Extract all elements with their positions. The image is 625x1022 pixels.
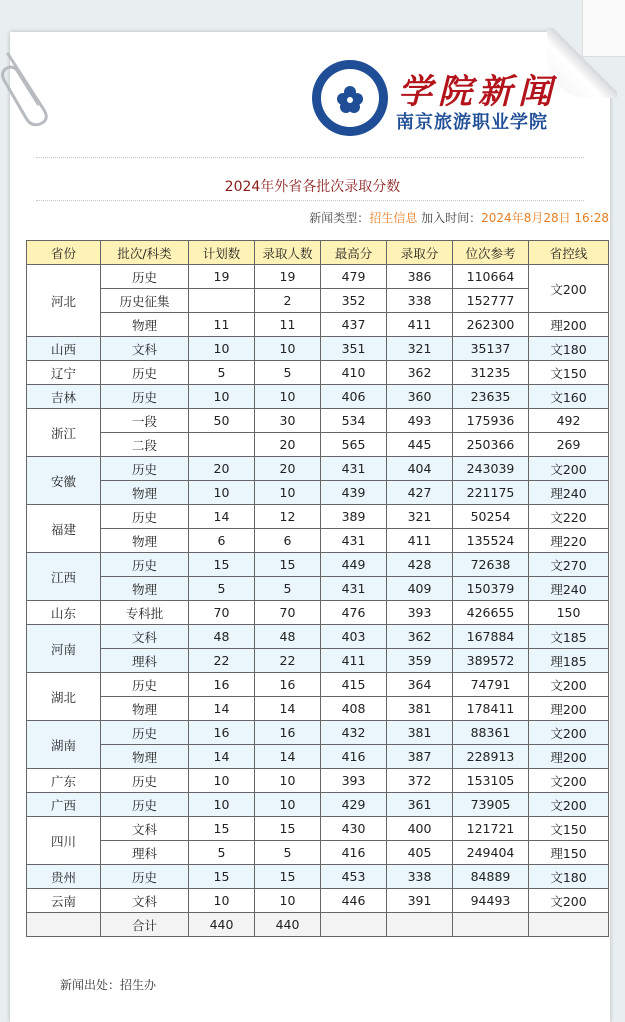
table-cell: 理科 [101,841,189,865]
table-cell: 405 [387,841,453,865]
table-cell: 74791 [453,673,529,697]
table-cell: 理240 [529,481,609,505]
table-cell: 479 [321,265,387,289]
table-cell: 48 [255,625,321,649]
table-cell: 404 [387,457,453,481]
college-seal-icon [312,60,388,136]
table-cell: 22 [189,649,255,673]
province-cell: 四川 [27,817,101,865]
table-cell: 14 [189,745,255,769]
table-cell: 135524 [453,529,529,553]
table-cell: 文科 [101,817,189,841]
table-cell: 历史 [101,769,189,793]
table-cell: 文150 [529,817,609,841]
table-cell: 10 [255,385,321,409]
table-cell: 381 [387,697,453,721]
table-cell: 386 [387,265,453,289]
table-cell: 410 [321,361,387,385]
table-cell: 409 [387,577,453,601]
table-cell: 167884 [453,625,529,649]
table-cell: 23635 [453,385,529,409]
table-cell: 391 [387,889,453,913]
table-cell: 403 [321,625,387,649]
header-cell: 计划数 [189,241,255,265]
table-cell: 73905 [453,793,529,817]
table-cell: 437 [321,313,387,337]
table-cell: 物理 [101,313,189,337]
table-cell: 16 [255,721,321,745]
table-cell: 426655 [453,601,529,625]
table-cell: 14 [189,697,255,721]
table-cell: 文150 [529,361,609,385]
table-cell [453,913,529,937]
table-cell: 物理 [101,745,189,769]
table-cell: 10 [189,481,255,505]
table-cell: 321 [387,337,453,361]
table-cell: 249404 [453,841,529,865]
province-cell: 贵州 [27,865,101,889]
table-cell: 429 [321,793,387,817]
meta-time-value: 2024年8月28日 16:28 [481,211,609,225]
province-cell: 浙江 [27,409,101,457]
table-cell: 411 [321,649,387,673]
table-cell: 物理 [101,481,189,505]
table-cell: 历史 [101,553,189,577]
table-cell: 文270 [529,553,609,577]
table-cell: 19 [255,265,321,289]
province-cell: 河南 [27,625,101,673]
table-header-row [27,241,609,265]
total-admitted: 440 [255,913,321,937]
college-logo [312,60,572,140]
table-row [27,769,609,793]
table-row [27,721,609,745]
table-cell: 14 [255,697,321,721]
table-cell: 321 [387,505,453,529]
table-cell [27,913,101,937]
table-row [27,673,609,697]
table-cell: 历史 [101,793,189,817]
table-cell: 427 [387,481,453,505]
table-row [27,457,609,481]
table-cell: 10 [255,769,321,793]
table-cell: 387 [387,745,453,769]
province-cell: 广东 [27,769,101,793]
table-cell: 16 [255,673,321,697]
header-cell: 录取人数 [255,241,321,265]
table-cell: 文200 [529,793,609,817]
table-cell: 理150 [529,841,609,865]
table-cell: 理200 [529,745,609,769]
table-cell: 50254 [453,505,529,529]
province-cell: 湖北 [27,673,101,721]
table-cell: 文200 [529,673,609,697]
province-cell: 湖南 [27,721,101,769]
table-cell: 12 [255,505,321,529]
table-cell: 文科 [101,889,189,913]
meta-type-label: 新闻类型： [309,211,370,225]
province-cell: 福建 [27,505,101,553]
table-row [27,481,609,505]
table-cell: 10 [189,793,255,817]
table-cell: 10 [189,889,255,913]
table-cell: 历史 [101,721,189,745]
table-cell: 历史 [101,457,189,481]
province-cell: 河北 [27,265,101,337]
table-cell: 372 [387,769,453,793]
table-row [27,337,609,361]
table-cell: 430 [321,817,387,841]
table-cell: 10 [255,889,321,913]
table-cell: 110664 [453,265,529,289]
table-cell: 31235 [453,361,529,385]
table-row [27,697,609,721]
table-cell: 406 [321,385,387,409]
header-cell: 省控线 [529,241,609,265]
table-cell: 416 [321,841,387,865]
meta-time-label: 加入时间： [417,211,482,225]
table-cell: 5 [189,361,255,385]
table-cell: 439 [321,481,387,505]
table-cell: 14 [189,505,255,529]
table-cell: 359 [387,649,453,673]
admission-score-table [26,240,609,937]
table-cell: 10 [255,337,321,361]
table-cell: 338 [387,865,453,889]
table-cell: 30 [255,409,321,433]
table-cell: 360 [387,385,453,409]
table-cell: 493 [387,409,453,433]
table-cell: 理200 [529,313,609,337]
table-row [27,601,609,625]
table-cell: 228913 [453,745,529,769]
table-cell: 文200 [529,265,609,313]
table-cell: 72638 [453,553,529,577]
table-cell: 476 [321,601,387,625]
table-cell: 理185 [529,649,609,673]
table-cell: 专科批 [101,601,189,625]
table-cell: 历史征集 [101,289,189,313]
table-cell: 理240 [529,577,609,601]
table-cell: 408 [321,697,387,721]
table-row [27,385,609,409]
table-cell: 428 [387,553,453,577]
table-cell: 物理 [101,529,189,553]
table-cell: 431 [321,457,387,481]
table-cell [189,289,255,313]
table-cell: 338 [387,289,453,313]
table-cell: 269 [529,433,609,457]
table-cell: 175936 [453,409,529,433]
table-cell: 431 [321,529,387,553]
table-row [27,409,609,433]
table-cell: 11 [255,313,321,337]
table-cell: 35137 [453,337,529,361]
table-row [27,649,609,673]
paperclip-icon [0,40,60,130]
table-row [27,529,609,553]
table-cell: 534 [321,409,387,433]
province-cell: 江西 [27,553,101,601]
table-cell: 449 [321,553,387,577]
table-cell: 84889 [453,865,529,889]
table-cell: 文180 [529,337,609,361]
header-cell: 批次/科类 [101,241,189,265]
corner-sheet [582,0,625,57]
table-cell: 历史 [101,673,189,697]
table-cell: 5 [189,577,255,601]
table-cell: 10 [255,793,321,817]
table-row [27,289,609,313]
table-row [27,505,609,529]
table-cell: 121721 [453,817,529,841]
header-cell: 最高分 [321,241,387,265]
table-cell: 389572 [453,649,529,673]
table-row [27,313,609,337]
table-cell: 文200 [529,889,609,913]
province-cell: 山西 [27,337,101,361]
table-cell: 10 [189,385,255,409]
table-cell: 历史 [101,265,189,289]
table-cell: 文180 [529,865,609,889]
table-cell [387,913,453,937]
province-cell: 云南 [27,889,101,913]
table-cell: 5 [255,361,321,385]
table-cell: 10 [189,337,255,361]
table-cell: 389 [321,505,387,529]
table-cell: 20 [255,433,321,457]
table-cell: 5 [189,841,255,865]
table-cell: 一段 [101,409,189,433]
table-cell: 15 [189,817,255,841]
table-cell: 221175 [453,481,529,505]
table-cell: 15 [189,553,255,577]
table-cell [529,913,609,937]
table-cell: 文200 [529,457,609,481]
table-row [27,745,609,769]
table-row [27,553,609,577]
table-cell: 352 [321,289,387,313]
table-row [27,433,609,457]
table-cell: 565 [321,433,387,457]
logo-school-name: 南京旅游职业学院 [396,112,548,133]
table-cell: 14 [255,745,321,769]
table-cell: 178411 [453,697,529,721]
table-cell: 243039 [453,457,529,481]
table-cell: 11 [189,313,255,337]
table-cell: 432 [321,721,387,745]
table-cell: 411 [387,529,453,553]
table-row [27,625,609,649]
table-cell: 文200 [529,769,609,793]
table-cell: 理220 [529,529,609,553]
table-cell: 文科 [101,625,189,649]
table-cell: 381 [387,721,453,745]
table-cell: 历史 [101,505,189,529]
table-cell: 16 [189,721,255,745]
table-cell: 15 [255,553,321,577]
table-cell: 153105 [453,769,529,793]
table-cell: 物理 [101,697,189,721]
table-cell: 15 [255,817,321,841]
table-cell: 22 [255,649,321,673]
table-cell [189,433,255,457]
header-cell: 省份 [27,241,101,265]
table-cell: 70 [255,601,321,625]
news-source: 新闻出处：招生办 [60,978,157,992]
table-cell: 理科 [101,649,189,673]
table-cell: 5 [255,577,321,601]
divider [36,157,584,158]
province-cell: 广西 [27,793,101,817]
table-cell: 16 [189,673,255,697]
table-row [27,793,609,817]
table-cell: 262300 [453,313,529,337]
table-cell: 文160 [529,385,609,409]
table-row [27,577,609,601]
province-cell: 吉林 [27,385,101,409]
province-cell: 辽宁 [27,361,101,385]
table-cell: 10 [255,481,321,505]
table-cell: 物理 [101,577,189,601]
news-meta [309,209,609,226]
table-cell: 416 [321,745,387,769]
table-cell: 6 [255,529,321,553]
logo-news-script: 学院新闻 [398,72,558,112]
total-label: 合计 [101,913,189,937]
table-cell: 411 [387,313,453,337]
table-cell: 150 [529,601,609,625]
table-row [27,841,609,865]
table-cell: 393 [321,769,387,793]
province-cell: 山东 [27,601,101,625]
table-cell: 400 [387,817,453,841]
table-cell: 二段 [101,433,189,457]
table-row [27,817,609,841]
table-cell: 文200 [529,721,609,745]
table-cell: 50 [189,409,255,433]
table-cell: 250366 [453,433,529,457]
table-cell: 364 [387,673,453,697]
table-cell: 94493 [453,889,529,913]
table-cell: 431 [321,577,387,601]
table-cell: 理200 [529,697,609,721]
header-cell: 位次参考 [453,241,529,265]
table-cell [321,913,387,937]
table-cell: 历史 [101,865,189,889]
table-cell: 20 [189,457,255,481]
table-cell: 6 [189,529,255,553]
table-cell: 446 [321,889,387,913]
province-cell: 安徽 [27,457,101,505]
divider [36,200,584,201]
table-cell: 351 [321,337,387,361]
table-cell: 362 [387,625,453,649]
table-cell: 5 [255,841,321,865]
table-cell: 48 [189,625,255,649]
table-cell: 文220 [529,505,609,529]
table-cell: 10 [189,769,255,793]
total-plan: 440 [189,913,255,937]
table-row [27,865,609,889]
table-cell: 152777 [453,289,529,313]
table-cell: 361 [387,793,453,817]
table-row [27,265,609,289]
table-cell: 文185 [529,625,609,649]
table-cell: 历史 [101,361,189,385]
table-cell: 15 [255,865,321,889]
table-cell: 453 [321,865,387,889]
table-cell: 15 [189,865,255,889]
table-cell: 历史 [101,385,189,409]
table-total-row [27,913,609,937]
page-title: 2024年外省各批次录取分数 [224,179,401,195]
table-cell: 70 [189,601,255,625]
table-row [27,889,609,913]
table-cell: 88361 [453,721,529,745]
meta-type-link[interactable]: 招生信息 [369,211,418,225]
header-cell: 录取分 [387,241,453,265]
table-cell: 445 [387,433,453,457]
table-cell: 150379 [453,577,529,601]
table-cell: 20 [255,457,321,481]
table-cell: 19 [189,265,255,289]
table-cell: 文科 [101,337,189,361]
table-cell: 492 [529,409,609,433]
table-cell: 362 [387,361,453,385]
table-cell: 2 [255,289,321,313]
table-cell: 393 [387,601,453,625]
table-cell: 415 [321,673,387,697]
table-row [27,361,609,385]
